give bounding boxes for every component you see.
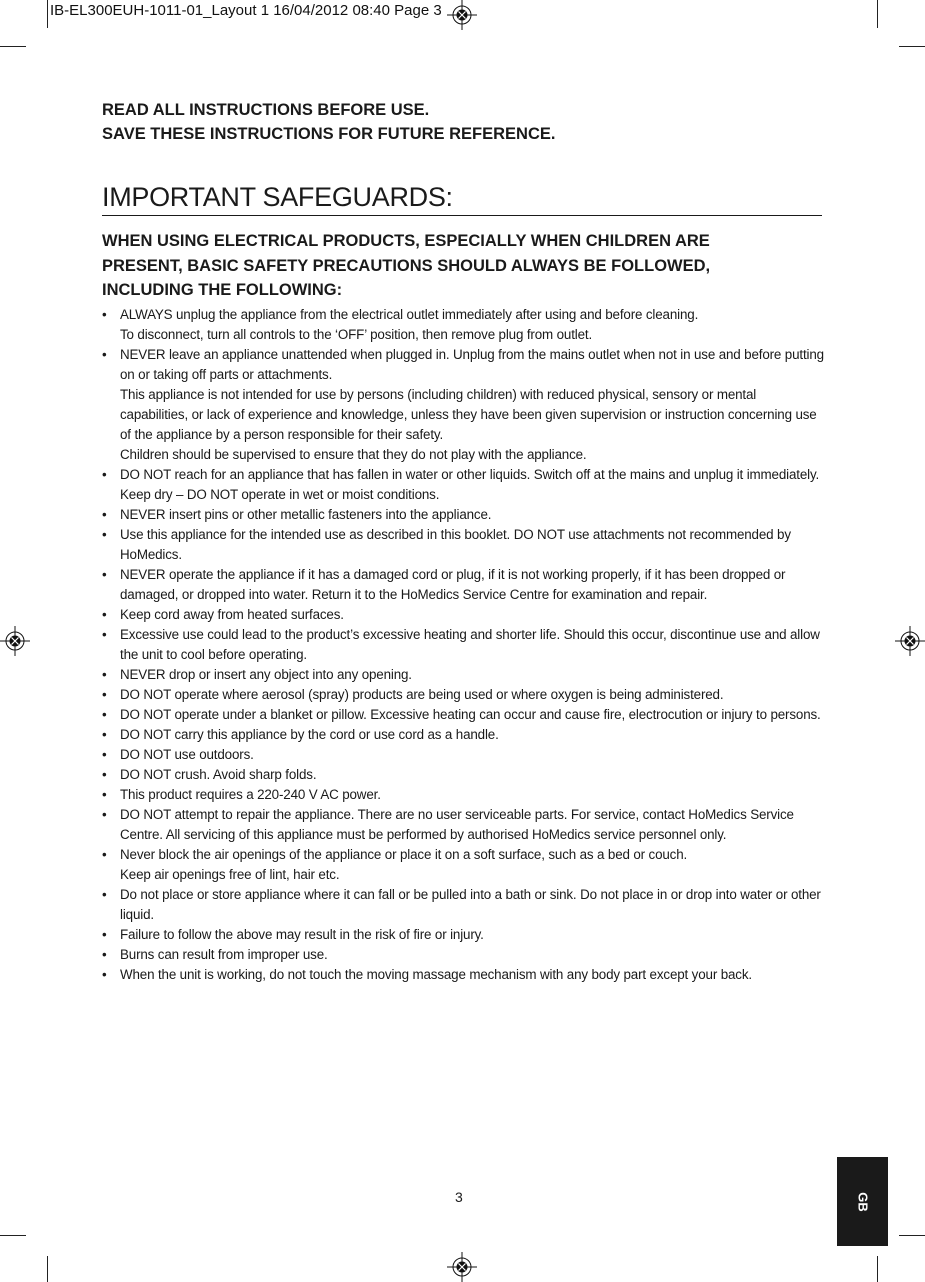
list-item — [102, 305, 824, 345]
registration-mark-icon — [0, 626, 30, 656]
list-item — [102, 925, 824, 945]
list-item — [102, 765, 824, 785]
list-item — [102, 945, 824, 965]
print-slug-header: IB-EL300EUH-1011-01_Layout 1 16/04/2012 08:40 Page 3 — [50, 2, 446, 19]
list-item — [102, 705, 824, 725]
page-number: 3 — [455, 1189, 463, 1205]
list-item — [102, 345, 824, 465]
bullet-symbol: • — [102, 887, 107, 902]
list-item-text: To disconnect, turn all controls to the ‘OFF’ position, then remove plug from outlet. — [120, 327, 593, 342]
list-item — [102, 845, 824, 885]
registration-mark-icon — [447, 0, 477, 30]
list-item-text: Failure to follow the above may result in the risk of fire or injury. — [120, 927, 484, 942]
list-item — [102, 665, 824, 685]
registration-mark-icon — [447, 1252, 477, 1282]
crop-mark — [0, 46, 26, 47]
list-item-text: Burns can result from improper use. — [120, 947, 328, 962]
bullet-symbol: • — [102, 947, 107, 962]
list-item-text: ALWAYS unplug the appliance from the electrical outlet immediately after using and before cleaning. — [120, 307, 699, 322]
list-item-text: When the unit is working, do not touch the moving massage mechanism with any body part except your back. — [120, 967, 752, 982]
list-item-text: DO NOT use outdoors. — [120, 747, 254, 762]
list-item-text: DO NOT operate where aerosol (spray) products are being used or where oxygen is being administered. — [120, 687, 724, 702]
crop-mark — [47, 0, 48, 28]
section-subheading: WHEN USING ELECTRICAL PRODUCTS, ESPECIALLY WHEN CHILDREN ARE PRESENT, BASIC SAFETY PRECAUTIONS SHOULD ALWAYS BE FOLLOWED, INCLUDING THE FOLLOWING: — [102, 232, 711, 299]
bullet-symbol: • — [102, 807, 107, 822]
list-item — [102, 805, 824, 845]
bullet-symbol: • — [102, 687, 107, 702]
list-item — [102, 685, 824, 705]
bullet-symbol: • — [102, 467, 107, 482]
list-item-text: Use this appliance for the intended use as described in this booklet. DO NOT use attachments not recommended by HoMedics. — [120, 527, 791, 562]
lead-line-read: READ ALL INSTRUCTIONS BEFORE USE. — [102, 101, 430, 119]
list-item — [102, 565, 824, 605]
bullet-symbol: • — [102, 707, 107, 722]
list-item-text: NEVER leave an appliance unattended when plugged in. Unplug from the mains outlet when not in use and before putting on or taking off parts or attachments. — [120, 347, 824, 382]
list-item-text: DO NOT reach for an appliance that has fallen in water or other liquids. Switch off at the mains and unplug it immediately. Keep dry – DO NOT operate in wet or moist conditions. — [120, 467, 820, 502]
list-item-text: Never block the air openings of the appliance or place it on a soft surface, such as a bed or couch. — [120, 847, 688, 862]
bullet-symbol: • — [102, 527, 107, 542]
crop-mark — [899, 1235, 925, 1236]
bullet-symbol: • — [102, 967, 107, 982]
list-item-text: Keep cord away from heated surfaces. — [120, 607, 344, 622]
registration-mark-icon — [895, 626, 925, 656]
bullet-symbol: • — [102, 627, 107, 642]
bullet-symbol: • — [102, 307, 107, 322]
bullet-symbol: • — [102, 847, 107, 862]
list-item-text: NEVER operate the appliance if it has a damaged cord or plug, if it is not working properly, if it has been dropped or damaged, or dropped into water. Return it to the HoMedics Service Centre for examination and repair. — [120, 567, 786, 602]
bullet-symbol: • — [102, 747, 107, 762]
bullet-symbol: • — [102, 667, 107, 682]
list-item — [102, 965, 824, 985]
bullet-symbol: • — [102, 727, 107, 742]
list-item-text: DO NOT attempt to repair the appliance. There are no user serviceable parts. For service, contact HoMedics Service Centre. All servicing of this appliance must be performed by authorised HoMedics service personnel only. — [120, 807, 794, 842]
crop-mark — [0, 1235, 26, 1236]
list-item — [102, 745, 824, 765]
lead-line-save: SAVE THESE INSTRUCTIONS FOR FUTURE REFERENCE. — [102, 125, 556, 143]
list-item-text: DO NOT carry this appliance by the cord or use cord as a handle. — [120, 727, 499, 742]
crop-mark — [899, 46, 925, 47]
list-item-text: DO NOT operate under a blanket or pillow. Excessive heating can occur and cause fire, electrocution or injury to persons. — [120, 707, 821, 722]
bullet-symbol: • — [102, 787, 107, 802]
list-item — [102, 605, 824, 625]
list-item-text: Keep air openings free of lint, hair etc. — [120, 867, 340, 882]
bullet-symbol: • — [102, 567, 107, 582]
list-item-text: NEVER insert pins or other metallic fasteners into the appliance. — [120, 507, 492, 522]
list-item-text: NEVER drop or insert any object into any opening. — [120, 667, 412, 682]
list-item-text: Children should be supervised to ensure that they do not play with the appliance. — [120, 447, 587, 462]
bullet-symbol: • — [102, 927, 107, 942]
list-item-text: Excessive use could lead to the product’s excessive heating and shorter life. Should this occur, discontinue use and allow the unit to cool before operating. — [120, 627, 820, 662]
bullet-symbol: • — [102, 767, 107, 782]
list-item-text: This product requires a 220-240 V AC power. — [120, 787, 381, 802]
list-item — [102, 785, 824, 805]
list-item — [102, 725, 824, 745]
language-tab — [837, 1157, 888, 1246]
bullet-symbol: • — [102, 607, 107, 622]
lead-instructions — [102, 98, 555, 146]
list-item-text: This appliance is not intended for use by persons (including children) with reduced physical, sensory or mental capabilities, or lack of experience and knowledge, unless they have been given supervision or instruction concerning use of the appliance by a person responsible for their safety. — [120, 387, 817, 442]
language-tab-label: GB — [855, 1191, 870, 1212]
list-item — [102, 525, 824, 565]
safeguard-list — [102, 305, 824, 985]
list-item — [102, 505, 824, 525]
list-item-text: Do not place or store appliance where it can fall or be pulled into a bath or sink. Do not place in or drop into water or other liquid. — [120, 887, 821, 922]
bullet-symbol: • — [102, 347, 107, 362]
list-item — [102, 885, 824, 925]
list-item — [102, 465, 824, 505]
crop-mark — [47, 1256, 48, 1282]
list-item-text: DO NOT crush. Avoid sharp folds. — [120, 767, 317, 782]
bullet-symbol: • — [102, 507, 107, 522]
list-item — [102, 625, 824, 665]
crop-mark — [877, 0, 878, 28]
page-title: IMPORTANT SAFEGUARDS: — [102, 180, 822, 216]
crop-mark — [877, 1256, 878, 1282]
